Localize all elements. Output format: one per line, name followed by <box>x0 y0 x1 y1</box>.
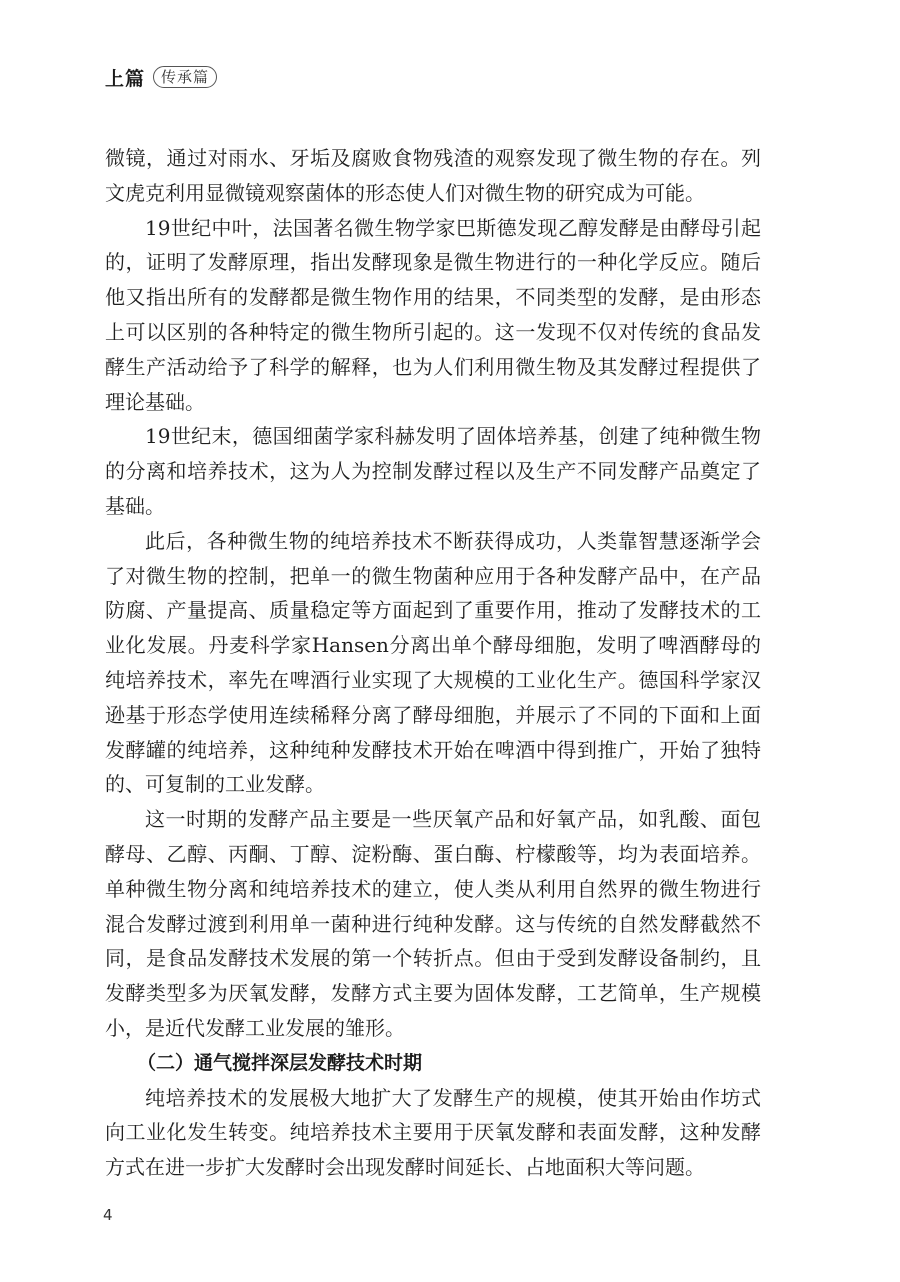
page-body <box>105 141 761 1185</box>
paragraph-final: 纯培养技术的发展极大地扩大了发酵生产的规模，使其开始由作坊式向工业化发生转变。纯培养技术主要用于厌氧发酵和表面发酵，这种发酵方式在进一步扩大发酵时会出现发酵时间延长、占地面积大等问题。 <box>105 1085 761 1180</box>
section-heading: （二）通气搅拌深层发酵技术时期 <box>137 1051 423 1074</box>
header-section-badge: 传承篇 <box>153 66 217 88</box>
paragraph-pure-culture: 此后，各种微生物的纯培养技术不断获得成功，人类靠智慧逐渐学会了对微生物的控制，把单一的微生物菌种应用于各种发酵产品中，在产品防腐、产量提高、质量稳定等方面起到了重要作用，推动了发酵技术的工业化发展。丹麦科学家Hansen分离出单个酵母细胞，发明了啤酒酵母的纯培养技术，率先在啤酒行业实现了大规模的工业化生产。德国科学家汉逊基于形态学使用连续稀释分离了酵母细胞，并展示了不同的下面和上面发酵罐的纯培养，这种纯种发酵技术开始在啤酒中得到推广，开始了独特的、可复制的工业发酵。 <box>105 528 761 797</box>
paragraph-pasteur: 19世纪中叶，法国著名微生物学家巴斯德发现乙醇发酵是由酵母引起的，证明了发酵原理，指出发酵现象是微生物进行的一种化学反应。随后他又指出所有的发酵都是微生物作用的结果，不同类型的发酵，是由形态上可以区别的各种特定的微生物所引起的。这一发现不仅对传统的食品发酵生产活动给予了科学的解释，也为人们利用微生物及其发酵过程提供了理论基础。 <box>105 215 761 414</box>
paragraph-koch: 19世纪末，德国细菌学家科赫发明了固体培养基，创建了纯种微生物的分离和培养技术，这为人为控制发酵过程以及生产不同发酵产品奠定了基础。 <box>105 424 761 518</box>
running-header <box>105 64 217 90</box>
paragraph-continued: 微镜，通过对雨水、牙垢及腐败食物残渣的观察发现了微生物的存在。列文虎克利用显微镜观察菌体的形态使人们对微生物的研究成为可能。 <box>105 146 761 205</box>
page-number: 4 <box>103 1206 113 1224</box>
paragraph-products: 这一时期的发酵产品主要是一些厌氧产品和好氧产品，如乳酸、面包酵母、乙醇、丙酮、丁醇、淀粉酶、蛋白酶、柠檬酸等，均为表面培养。单种微生物分离和纯培养技术的建立，使人类从利用自然界的微生物进行混合发酵过渡到利用单一菌种进行纯种发酵。这与传统的自然发酵截然不同，是食品发酵技术发展的第一个转折点。但由于受到发酵设备制约，且发酵类型多为厌氧发酵，发酵方式主要为固体发酵，工艺简单，生产规模小，是近代发酵工业发展的雏形。 <box>105 807 761 1040</box>
header-part-title: 上篇 <box>105 67 146 90</box>
